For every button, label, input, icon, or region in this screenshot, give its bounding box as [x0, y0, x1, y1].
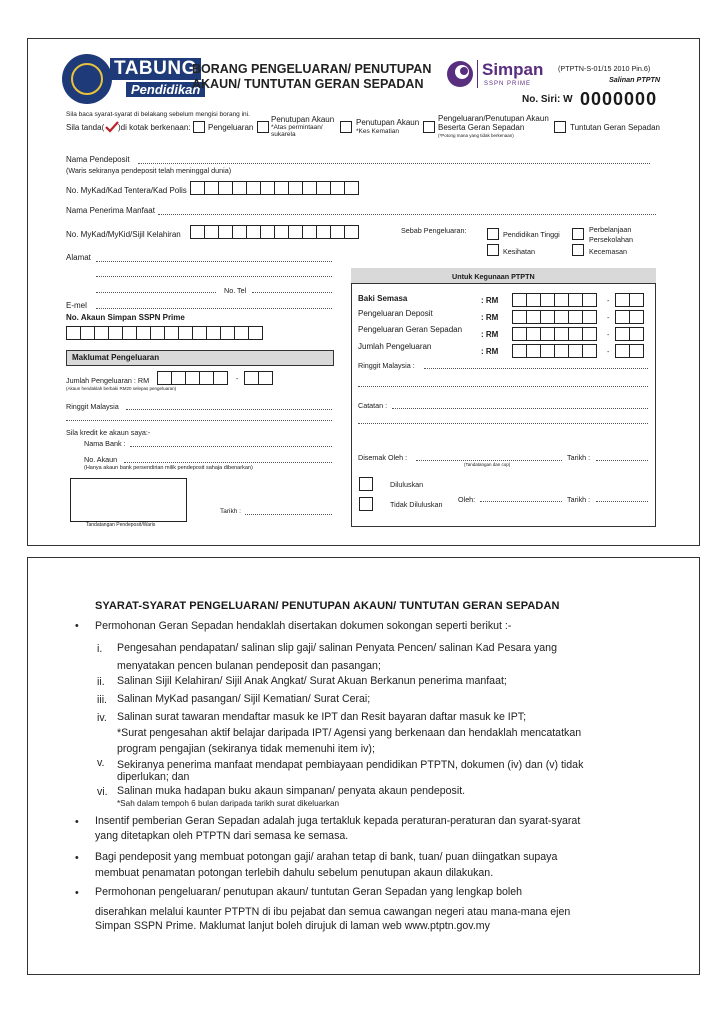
option-penutupan-sukarela-note2: sukarela — [271, 131, 296, 138]
office-ringgit-line2[interactable] — [358, 386, 648, 387]
checkbox-penutupan-sukarela[interactable] — [257, 121, 269, 133]
label-jumlah-pengeluaran: Jumlah Pengeluaran : RM — [66, 376, 150, 385]
checkbox-beserta-geran[interactable] — [423, 121, 435, 133]
item-i-line1: Pengesahan pendapatan/ salinan slip gaji/ salinan Penyata Pencen/ salinan Kad Pesara yang — [117, 642, 557, 654]
office-disemak-oleh: Disemak Oleh : — [358, 453, 408, 462]
jumlah-note: (Akaun hendaklah berbaki RM20 selepas pengeluaran) — [66, 386, 177, 391]
office-tarikh-lulus-input[interactable] — [596, 501, 648, 502]
bullet-3-dot: • — [75, 852, 79, 864]
office-tidak-diluluskan: Tidak Diluluskan — [390, 500, 443, 509]
office-pengeluaran-deposit: Pengeluaran Deposit — [358, 309, 433, 318]
item-iv-line3: program pengajian (sekiranya tidak memenuhi item iv); — [117, 743, 375, 755]
label-alamat: Alamat — [66, 253, 91, 262]
office-deposit-sen[interactable] — [615, 310, 643, 324]
input-no-akaun-bank[interactable] — [124, 462, 332, 463]
option-penutupan-kematian: Penutupan Akaun — [356, 118, 420, 127]
office-jumlah-pengeluaran: Jumlah Pengeluaran — [358, 342, 432, 351]
office-baki-dash: - — [607, 296, 610, 305]
option-beserta-geran-note: (*Potong mana yang tidak berkenaan) — [438, 133, 514, 138]
item-ii-num: ii. — [97, 676, 105, 688]
checkbox-pengeluaran[interactable] — [193, 121, 205, 133]
item-v-line1: Sekiranya penerima manfaat mendapat pembiayaan pendidikan PTPTN, dokumen (iv) dan (v) tidak — [117, 759, 584, 771]
office-use-title: Untuk Kegunaan PTPTN — [452, 272, 535, 281]
item-vi-note: *Sah dalam tempoh 6 bulan daripada tarikh surat dikeluarkan — [117, 799, 340, 808]
jumlah-decimal-dash: - — [236, 374, 239, 383]
ptptn-seal-icon — [62, 54, 112, 104]
no-akaun-note: (Hanya akaun bank persendirian milik pendeposit sahaja dibenarkan) — [84, 465, 253, 471]
input-nama-pendeposit[interactable] — [138, 163, 650, 164]
sebab-pendidikan-tinggi: Pendidikan Tinggi — [503, 230, 560, 239]
bullet-4-line2: diserahkan melalui kaunter PTPTN di ibu pejabat dan semua cawangan negeri atau mana-mana ejen — [95, 906, 571, 918]
item-iv-num: iv. — [97, 712, 107, 724]
office-cop-note: (Tandatangan dan cop) — [464, 462, 511, 467]
office-diluluskan: Diluluskan — [390, 480, 424, 489]
instruction-tick-prefix: Sila tanda( — [66, 123, 105, 132]
input-mykid[interactable] — [190, 225, 358, 239]
logo-word-pendidikan: Pendidikan — [126, 82, 205, 97]
bullet-2-line1: Insentif pemberian Geran Sepadan adalah juga tertakluk kepada peraturan-peraturan dan syarat-syarat — [95, 815, 581, 827]
simpan-logo-icon — [446, 60, 474, 88]
office-pengeluaran-geran: Pengeluaran Geran Sepadan — [358, 325, 463, 334]
office-catatan-line2[interactable] — [358, 423, 648, 424]
item-iii-text: Salinan MyKad pasangan/ Sijil Kematian/ Surat Cerai; — [117, 693, 371, 705]
item-v-num: v. — [97, 757, 105, 769]
office-oleh-input[interactable] — [480, 501, 562, 502]
office-baki-semasa: Baki Semasa — [358, 294, 408, 303]
option-penutupan-sukarela-note1: *Atas permintaan/ — [271, 124, 323, 131]
office-tarikh-semak-input[interactable] — [596, 460, 648, 461]
office-catatan-line1[interactable] — [392, 408, 648, 409]
item-ii-text: Salinan Sijil Kelahiran/ Sijil Anak Angkat/ Surat Akuan Berkanun penerima manfaat; — [117, 675, 507, 687]
office-jumlah-sen[interactable] — [615, 344, 643, 358]
input-ringgit-line1[interactable] — [126, 409, 332, 410]
office-disemak-input[interactable] — [416, 460, 562, 461]
copy-label: Salinan PTPTN — [609, 75, 661, 84]
input-tarikh-pendeposit[interactable] — [245, 514, 332, 515]
form-title-line2: AKAUN/ TUNTUTAN GERAN SEPADAN — [192, 77, 424, 91]
label-no-tel: No. Tel — [224, 286, 247, 295]
label-penerima-manfaat: Nama Penerima Manfaat — [66, 206, 155, 215]
tick-icon — [105, 120, 119, 138]
instruction-read-terms: Sila baca syarat-syarat di belakang sebelum mengisi borang ini. — [66, 111, 250, 118]
office-ringgit-line1[interactable] — [424, 368, 648, 369]
checkbox-kecemasan[interactable] — [572, 244, 584, 256]
bullet-3-line1: Bagi pendeposit yang membuat potongan gaji/ arahan tetap di bank, tuan/ puan diingatkan supaya — [95, 851, 558, 863]
input-alamat-line2[interactable] — [96, 276, 332, 277]
item-iii-num: iii. — [97, 694, 108, 706]
input-akaun-sspn[interactable] — [66, 326, 262, 340]
label-nama-bank: Nama Bank : — [84, 439, 126, 448]
option-beserta-geran1: Pengeluaran/Penutupan Akaun — [438, 114, 549, 123]
sebab-persekolahan: Persekolahan — [589, 235, 633, 244]
item-iv-line1: Salinan surat tawaran mendaftar masuk ke IPT dan Resit bayaran daftar masuk ke IPT; — [117, 711, 527, 723]
input-jumlah-rm[interactable] — [157, 371, 227, 385]
office-deposit-boxes[interactable] — [512, 310, 596, 324]
office-geran-sen[interactable] — [615, 327, 643, 341]
office-geran-dash: - — [607, 330, 610, 339]
label-tandatangan: Tandatangan Pendeposit/Waris — [86, 522, 156, 528]
office-oleh: Oleh: — [458, 495, 476, 504]
checkbox-perbelanjaan[interactable] — [572, 228, 584, 240]
simpan-divider — [477, 60, 478, 88]
office-baki-boxes[interactable] — [512, 293, 596, 307]
bullet-4-line1: Permohonan pengeluaran/ penutupan akaun/ tuntutan Geran Sepadan yang lengkap boleh — [95, 886, 523, 898]
bullet-1-text: Permohonan Geran Sepadan hendaklah disertakan dokumen sokongan seperti berikut :- — [95, 620, 512, 632]
option-pengeluaran: Pengeluaran — [208, 123, 254, 132]
office-geran-boxes[interactable] — [512, 327, 596, 341]
bullet-2-dot: • — [75, 816, 79, 828]
label-mykid: No. MyKad/MyKid/Sijil Kelahiran — [66, 230, 181, 239]
instruction-tick-suffix: )di kotak berkenaan: — [118, 123, 191, 132]
office-geran-rm: : RM — [481, 330, 499, 339]
checkbox-pendidikan-tinggi[interactable] — [487, 228, 499, 240]
input-no-tel[interactable] — [252, 292, 332, 293]
office-deposit-dash: - — [607, 313, 610, 322]
sebab-perbelanjaan: Perbelanjaan — [589, 225, 632, 234]
section-maklumat-title: Maklumat Pengeluaran — [72, 353, 160, 362]
option-penutupan-sukarela: Penutupan Akaun — [271, 115, 335, 124]
terms-heading: SYARAT-SYARAT PENGELUARAN/ PENUTUPAN AKAUN/ TUNTUTAN GERAN SEPADAN — [95, 600, 560, 612]
office-jumlah-dash: - — [607, 347, 610, 356]
item-v-line2: diperlukan; dan — [117, 771, 190, 783]
sebab-kecemasan: Kecemasan — [589, 247, 627, 256]
form-title-line1: BORANG PENGELUARAN/ PENUTUPAN — [192, 62, 432, 76]
item-vi-num: vi. — [97, 786, 108, 798]
label-nama-pendeposit: Nama Pendeposit — [66, 155, 130, 164]
office-ringgit-malaysia: Ringgit Malaysia : — [358, 361, 415, 370]
item-i-num: i. — [97, 643, 103, 655]
label-waris: (Waris sekiranya pendeposit telah meninggal dunia) — [66, 166, 232, 175]
label-akaun-sspn: No. Akaun Simpan SSPN Prime — [66, 313, 185, 322]
option-penutupan-kematian-note: *Kes Kematian — [356, 128, 399, 135]
label-emel: E-mel — [66, 301, 87, 310]
input-alamat-line3[interactable] — [96, 292, 216, 293]
item-iv-line2: *Surat pengesahan aktif belajar daripada IPT/ Agensi yang berkenaan dan hendaklah mencatatkan — [117, 727, 582, 739]
label-no-akaun-bank: No. Akaun — [84, 455, 118, 464]
office-catatan: Catatan : — [358, 401, 388, 410]
office-jumlah-boxes[interactable] — [512, 344, 596, 358]
input-penerima-manfaat[interactable] — [158, 214, 656, 215]
option-beserta-geran2: Beserta Geran Sepadan — [438, 123, 525, 132]
input-nama-bank[interactable] — [130, 446, 332, 447]
checkbox-tidak-diluluskan[interactable] — [359, 497, 373, 511]
label-ringgit-malaysia: Ringgit Malaysia — [66, 402, 119, 411]
bullet-3-line2: membuat penamatan potongan terlebih dahulu sebelum penutupan akaun dilakukan. — [95, 867, 494, 879]
bullet-4-dot: • — [75, 887, 79, 899]
label-kredit-akaun: Sila kredit ke akaun saya:- — [66, 428, 151, 437]
form-code: (PTPTN-S-01/15 2010 Pin.6) — [558, 64, 651, 73]
simpan-word: Simpan — [482, 60, 544, 79]
input-emel[interactable] — [96, 308, 332, 309]
office-baki-sen[interactable] — [615, 293, 643, 307]
item-vi-text: Salinan muka hadapan buku akaun simpanan/ penyata akaun pendeposit. — [117, 785, 466, 797]
bullet-4-line3: Simpan SSPN Prime. Maklumat lanjut boleh dirujuk di laman web www.ptptn.gov.my — [95, 920, 490, 932]
option-tuntutan-geran: Tuntutan Geran Sepadan — [570, 123, 660, 132]
input-alamat-line1[interactable] — [96, 261, 332, 262]
office-tarikh-semak: Tarikh : — [567, 453, 591, 462]
checkbox-penutupan-kematian[interactable] — [340, 121, 352, 133]
item-i-line2: menyatakan pencen bulanan pendeposit dan pasangan; — [117, 660, 381, 672]
checkbox-diluluskan[interactable] — [359, 477, 373, 491]
tabung-pendidikan-logo — [62, 52, 201, 108]
checkbox-tuntutan-geran[interactable] — [554, 121, 566, 133]
office-jumlah-rm: : RM — [481, 347, 499, 356]
checkbox-kesihatan[interactable] — [487, 244, 499, 256]
input-jumlah-sen[interactable] — [244, 371, 272, 385]
sspn-prime-word: SSPN PRIME — [484, 81, 532, 87]
sebab-kesihatan: Kesihatan — [503, 247, 535, 256]
signature-box[interactable] — [70, 478, 187, 522]
bullet-1-dot: • — [75, 620, 79, 632]
label-mykad-polis: No. MyKad/Kad Tentera/Kad Polis — [66, 186, 187, 195]
input-ringgit-line2[interactable] — [66, 420, 332, 421]
label-tarikh-pendeposit: Tarikh : — [220, 508, 241, 515]
office-tarikh-lulus: Tarikh : — [567, 495, 591, 504]
serial-label: No. Siri: W — [522, 94, 573, 105]
office-baki-rm: : RM — [481, 296, 499, 305]
input-mykad-polis[interactable] — [190, 181, 358, 195]
bullet-2-line2: yang ditetapkan oleh PTPTN dari semasa ke semasa. — [95, 830, 349, 842]
serial-number: 0000000 — [580, 89, 658, 109]
logo-word-tabung: TABUNG — [110, 58, 201, 80]
office-deposit-rm: : RM — [481, 313, 499, 322]
label-sebab-pengeluaran: Sebab Pengeluaran: — [401, 226, 467, 235]
